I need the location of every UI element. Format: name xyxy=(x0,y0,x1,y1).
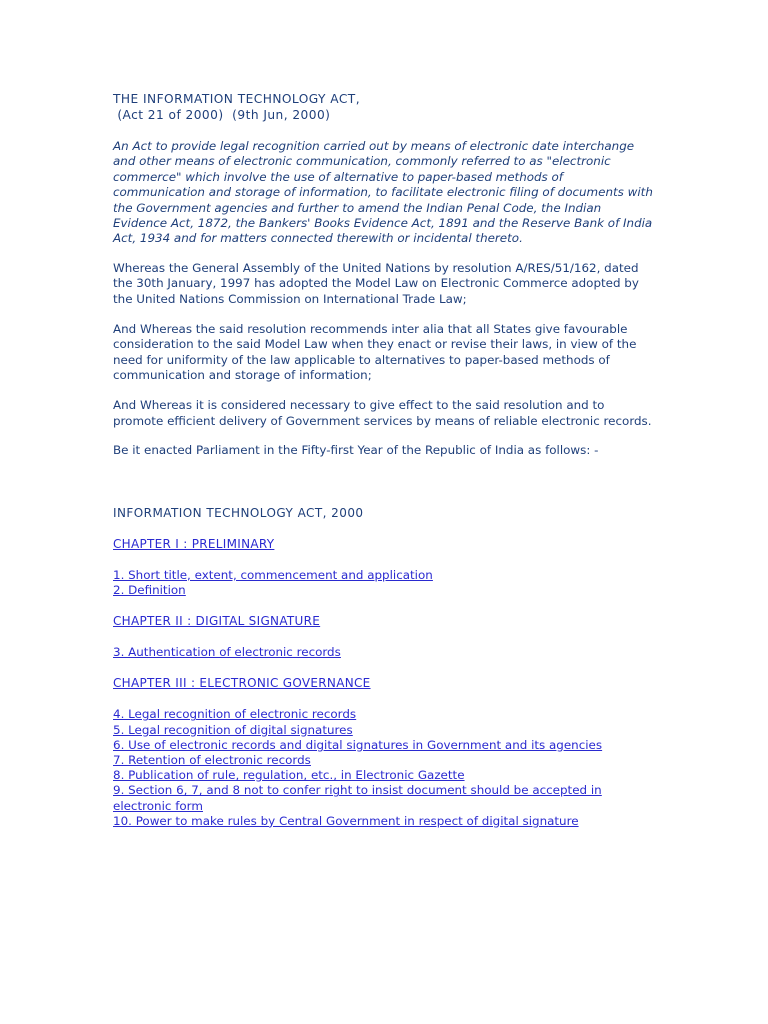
section-link[interactable] xyxy=(113,753,658,768)
whereas-paragraph-1: Whereas the General Assembly of the United Nations by resolution A/RES/51/162, dated the 30th January, 1997 has adopted the Model Law on Electronic Commerce adopted by the United Nations Commission on International Trade Law; xyxy=(113,260,639,307)
section-7-link[interactable]: 7. Retention of electronic records xyxy=(113,753,311,767)
section-1-link[interactable]: 1. Short title, extent, commencement and application xyxy=(113,567,433,582)
section-link[interactable] xyxy=(113,568,658,583)
intro-paragraph: An Act to provide legal recognition carried out by means of electronic date interchange and other means of electronic communication, commonly referred to as "electronic commerce" which involve the use of alternative to paper-based methods of communication and storage of information, to facilitate electronic filing of documents with the Government agencies and further to amend the Indian Penal Code, the Indian Evidence Act, 1872, the Bankers' Books Evidence Act, 1891 and the Reserve Bank of India Act, 1934 and for matters connected therewith or incidental thereto. xyxy=(113,139,653,246)
section-2-link[interactable]: 2. Definition xyxy=(113,582,186,597)
chapter-2-sections xyxy=(113,645,658,660)
section-9-link[interactable]: 9. Section 6, 7, and 8 not to confer right to insist document should be accepted in electronic form xyxy=(113,783,602,813)
section-link[interactable] xyxy=(113,583,658,598)
table-of-contents xyxy=(113,536,658,829)
chapter-1-sections xyxy=(113,568,658,598)
section-8-link[interactable]: 8. Publication of rule, regulation, etc., in Electronic Gazette xyxy=(113,768,465,783)
section-link[interactable] xyxy=(113,723,658,738)
document-subtitle: (Act 21 of 2000) (9th Jun, 2000) xyxy=(113,108,331,122)
act-heading: INFORMATION TECHNOLOGY ACT, 2000 xyxy=(113,505,364,520)
section-3-link[interactable]: 3. Authentication of electronic records xyxy=(113,645,341,660)
section-link[interactable] xyxy=(113,783,658,813)
whereas-paragraph-3: And Whereas it is considered necessary to give effect to the said resolution and to promote efficient delivery of Government services by means of reliable electronic records. xyxy=(113,398,652,428)
chapter-3-sections xyxy=(113,707,658,829)
section-link[interactable] xyxy=(113,645,658,660)
enactment-paragraph: Be it enacted Parliament in the Fifty-first Year of the Republic of India as follows: - xyxy=(113,443,599,458)
section-6-link[interactable]: 6. Use of electronic records and digital signatures in Government and its agencies xyxy=(113,737,603,752)
section-4-link[interactable]: 4. Legal recognition of electronic records xyxy=(113,707,357,722)
whereas-paragraph-2: And Whereas the said resolution recommends inter alia that all States give favourable consideration to the said Model Law when they enact or revise their laws, in view of the need for uniformity of the law applicable to alternatives to paper-based methods of communication and storage of information; xyxy=(113,321,637,383)
section-5-link[interactable]: 5. Legal recognition of digital signatures xyxy=(113,722,353,737)
section-link[interactable] xyxy=(113,814,658,829)
chapter-2-link[interactable]: CHAPTER II : DIGITAL SIGNATURE xyxy=(113,614,321,629)
chapter-3-link[interactable]: CHAPTER III : ELECTRONIC GOVERNANCE xyxy=(113,676,371,691)
section-10-link[interactable]: 10. Power to make rules by Central Government in respect of digital signature xyxy=(113,813,579,828)
section-link[interactable] xyxy=(113,707,658,722)
section-link[interactable] xyxy=(113,738,658,753)
chapter-1-link[interactable]: CHAPTER I : PRELIMINARY xyxy=(113,536,275,551)
document-page xyxy=(113,91,658,829)
section-link[interactable] xyxy=(113,768,658,783)
document-title: THE INFORMATION TECHNOLOGY ACT, xyxy=(113,92,361,106)
